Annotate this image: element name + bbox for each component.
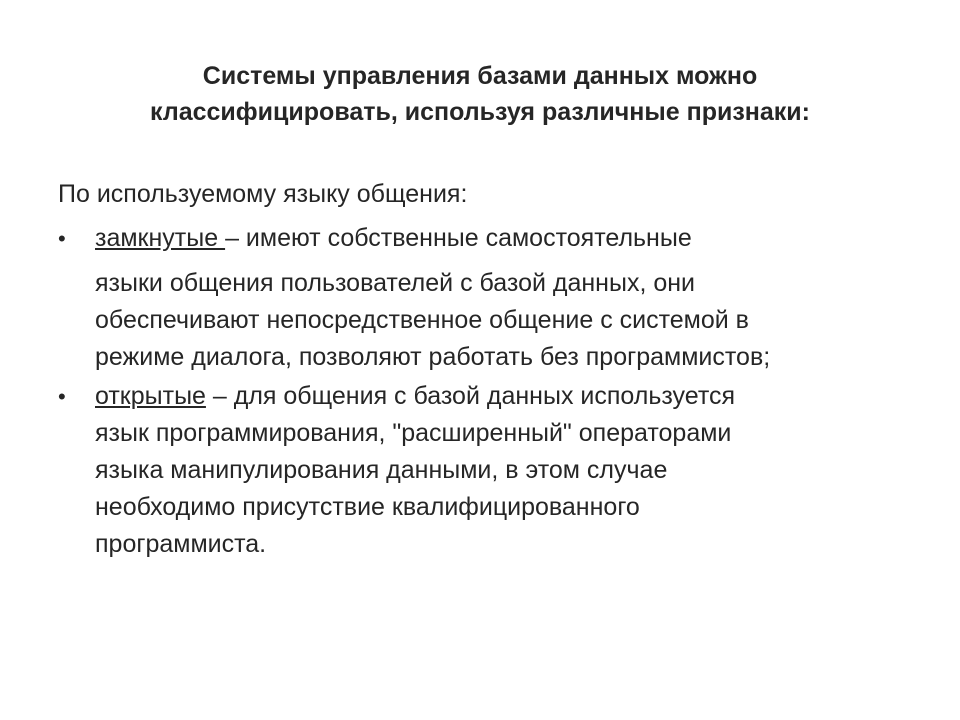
- title-line-2: классифицировать, используя различные признаки:: [150, 98, 810, 126]
- term-closed: замкнутые: [95, 224, 226, 252]
- item-line: языки общения пользователей с базой данных, они: [95, 269, 696, 297]
- item-line: обеспечивают непосредственное общение с системой в: [95, 306, 749, 334]
- item-text: – имеют собственные самостоятельные: [225, 224, 692, 252]
- item-line: язык программирования, "расширенный" операторами: [95, 419, 732, 447]
- item-line: программиста.: [95, 530, 267, 558]
- slide-body: [58, 176, 918, 563]
- term-open: открытые: [95, 382, 206, 410]
- list-item-closed: [58, 220, 918, 376]
- item-line: необходимо присутствие квалифицированного: [95, 493, 640, 521]
- item-first-line: [95, 378, 918, 415]
- list-item-open: [58, 378, 918, 563]
- item-text: – для общения с базой данных используется: [205, 382, 736, 410]
- slide-title: [60, 58, 900, 130]
- bullet-icon: •: [58, 384, 66, 409]
- bullet-icon: •: [58, 226, 66, 251]
- intro-text: По используемому языку общения:: [58, 180, 468, 208]
- item-line: режиме диалога, позволяют работать без программистов;: [95, 343, 771, 371]
- title-line-1: Системы управления базами данных можно: [202, 62, 758, 90]
- item-first-line: [95, 220, 918, 257]
- item-line: языка манипулирования данными, в этом случае: [95, 456, 668, 484]
